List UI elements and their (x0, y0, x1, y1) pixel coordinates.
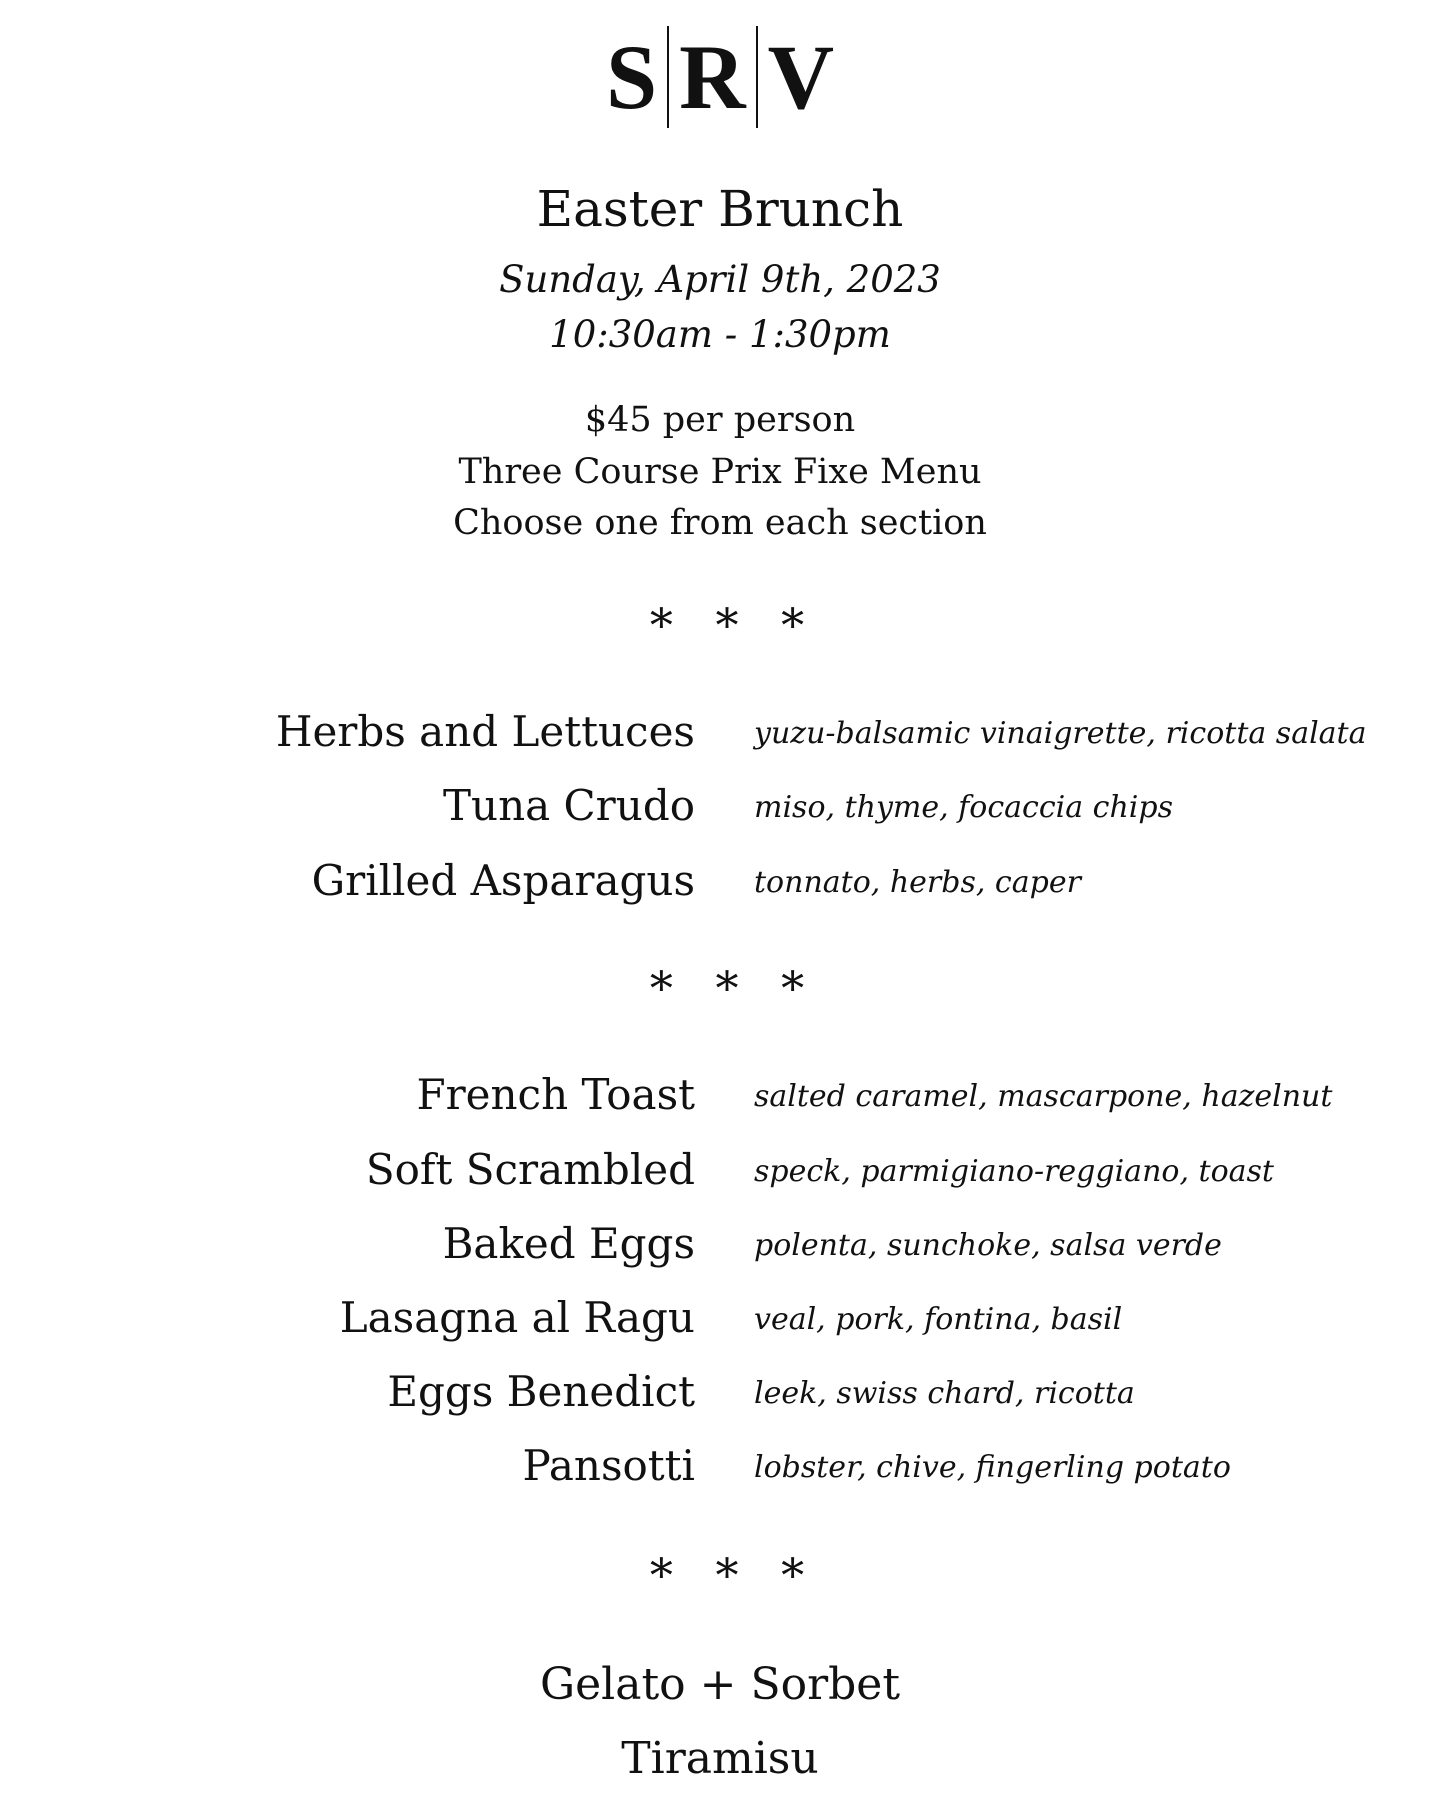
logo-letter-s: S (605, 26, 658, 128)
dessert-item: Tiramisu (621, 1733, 819, 1784)
dish-name: French Toast (416, 1070, 695, 1119)
logo-letter-r: R (679, 26, 746, 128)
event-time: 10:30am - 1:30pm (549, 313, 891, 356)
menu-format-text: Three Course Prix Fixe Menu (458, 452, 982, 492)
dish-name: Soft Scrambled (365, 1145, 695, 1194)
logo-letter-v: V (767, 26, 835, 128)
srv-logo (0, 24, 1440, 130)
dish-description: lobster, chive, fingerling potato (754, 1450, 1231, 1485)
dish-name: Grilled Asparagus (311, 856, 695, 905)
dessert-item: Gelato + Sorbet (539, 1659, 901, 1710)
menu-item (0, 1288, 1440, 1348)
dish-description: tonnato, herbs, caper (754, 865, 1081, 900)
event-date: Sunday, April 9th, 2023 (499, 258, 941, 301)
menu-item (0, 1436, 1440, 1496)
dish-description: salted caramel, mascarpone, hazelnut (754, 1079, 1333, 1114)
dish-description: veal, pork, fontina, basil (754, 1302, 1123, 1337)
dish-name: Tuna Crudo (443, 781, 695, 830)
menu-item (0, 1214, 1440, 1274)
section-separator: * * * (649, 961, 819, 1015)
menu-item (0, 1065, 1440, 1125)
section-separator: * * * (649, 598, 819, 652)
section-separator: * * * (649, 1548, 819, 1602)
price-text: $45 per person (584, 400, 856, 440)
menu-item (0, 776, 1440, 836)
menu-instruction-text: Choose one from each section (453, 503, 987, 543)
dish-name: Baked Eggs (442, 1219, 695, 1268)
dish-description: polenta, sunchoke, salsa verde (754, 1228, 1222, 1263)
dish-description: leek, swiss chard, ricotta (754, 1376, 1135, 1411)
menu-title: Easter Brunch (536, 180, 904, 238)
dish-name: Lasagna al Ragu (339, 1293, 695, 1342)
dish-description: speck, parmigiano-reggiano, toast (754, 1154, 1274, 1189)
menu-item (0, 702, 1440, 762)
menu-item (0, 1140, 1440, 1200)
menu-item (0, 1362, 1440, 1422)
dish-name: Herbs and Lettuces (275, 707, 695, 756)
dish-name: Eggs Benedict (387, 1367, 695, 1416)
dish-description: yuzu-balsamic vinaigrette, ricotta salata (754, 716, 1367, 751)
dish-description: miso, thyme, focaccia chips (754, 790, 1173, 825)
dish-name: Pansotti (522, 1441, 695, 1490)
menu-item (0, 851, 1440, 911)
